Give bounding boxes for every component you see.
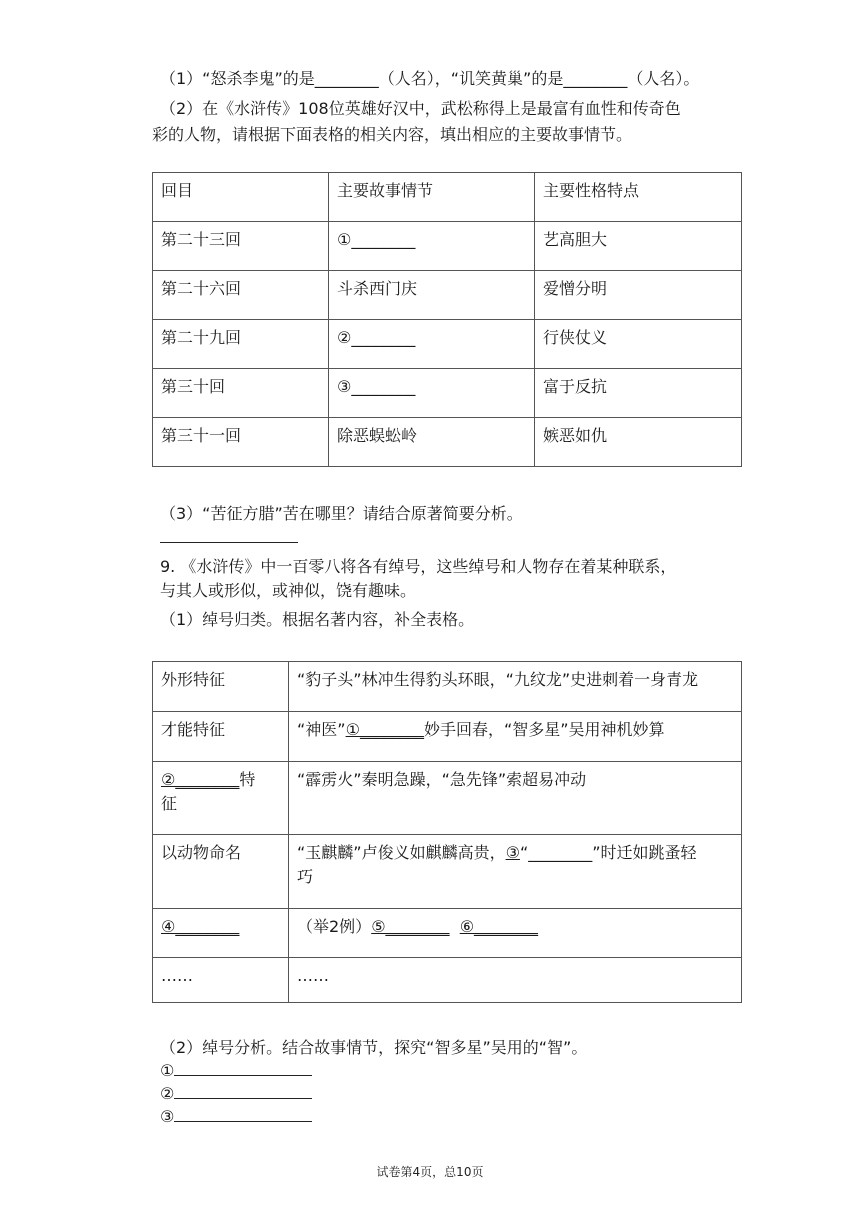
cell-examples <box>289 835 742 909</box>
cell-trait: 嫉恶如仇 <box>535 418 742 467</box>
text: （举2例） <box>297 917 372 936</box>
q9-part2: （2）绰号分析。结合故事情节，探究“智多星”吴用的“智”。 <box>160 1038 588 1057</box>
cell-trait: 爱憎分明 <box>535 271 742 320</box>
cell-trait: 艺高胆大 <box>535 222 742 271</box>
q9-line2: 与其人或形似，或神似，饶有趣味。 <box>160 581 417 600</box>
cell-examples: “豹子头”林冲生得豹头环眼，“九纹龙”史进刺着一身青龙 <box>289 662 742 712</box>
cell-plot: 斗杀西门庆 <box>329 271 535 320</box>
table-row <box>153 662 742 712</box>
cell-plot: 除恶蜈蚣岭 <box>329 418 535 467</box>
nickname-table <box>152 661 742 1003</box>
cell-category: 外形特征 <box>153 662 289 712</box>
text: “玉麒麟”卢俊义如麒麟高贵， <box>297 843 506 862</box>
table-row <box>153 835 742 909</box>
wusong-table <box>152 172 742 467</box>
cell-examples: …… <box>289 958 742 1003</box>
table-row <box>153 320 742 369</box>
text: 特 <box>239 770 256 789</box>
table-header-row <box>153 173 742 222</box>
cell-category <box>153 909 289 958</box>
table-row <box>153 762 742 835</box>
text: “神医” <box>297 720 346 739</box>
text: 巧 <box>297 867 314 886</box>
text: “________”时迁如跳蚤轻 <box>519 843 697 862</box>
header-chapter: 回目 <box>153 173 329 222</box>
blank-4[interactable]: ④________ <box>161 917 240 936</box>
answer-line-1[interactable] <box>160 1059 312 1082</box>
cell-category <box>153 762 289 835</box>
q8-part2-line1: （2）在《水浒传》108位英雄好汉中，武松称得上是最富有血性和传奇色 <box>160 99 681 118</box>
cell-chapter: 第二十三回 <box>153 222 329 271</box>
page-footer: 试卷第4页，总10页 <box>376 1165 484 1179</box>
blank-1[interactable]: ①________ <box>345 720 424 739</box>
cell-category: 才能特征 <box>153 712 289 762</box>
text: 妙手回春，“智多星”吴用神机妙算 <box>423 720 665 739</box>
answer-marker: ③ <box>160 1107 175 1126</box>
answer-line-3[interactable] <box>160 1105 312 1128</box>
cell-trait: 行侠仗义 <box>535 320 742 369</box>
cell-plot-blank[interactable]: ①________ <box>329 222 535 271</box>
text: 征 <box>161 794 178 813</box>
header-plot: 主要故事情节 <box>329 173 535 222</box>
answer-marker: ② <box>160 1084 175 1103</box>
table-row <box>153 909 742 958</box>
answer-marker: ① <box>160 1061 175 1080</box>
cell-chapter: 第三十一回 <box>153 418 329 467</box>
table-row <box>153 222 742 271</box>
q9-line1: 9. 《水浒传》中一百零八将各有绰号，这些绰号和人物存在着某种联系， <box>160 557 677 576</box>
cell-category: …… <box>153 958 289 1003</box>
cell-chapter: 第二十九回 <box>153 320 329 369</box>
blank-6[interactable]: ⑥________ <box>459 917 539 936</box>
table-row <box>153 958 742 1003</box>
cell-chapter: 第三十回 <box>153 369 329 418</box>
cell-plot-blank[interactable]: ②________ <box>329 320 535 369</box>
header-trait: 主要性格特点 <box>535 173 742 222</box>
blank-3-marker[interactable]: ③ <box>505 843 520 862</box>
cell-trait: 富于反抗 <box>535 369 742 418</box>
table-row <box>153 418 742 467</box>
q9-part1: （1）绰号归类。根据名著内容，补全表格。 <box>160 610 475 629</box>
q8-part2-line2: 彩的人物，请根据下面表格的相关内容，填出相应的主要故事情节。 <box>152 125 633 144</box>
table-row <box>153 369 742 418</box>
cell-plot-blank[interactable]: ③________ <box>329 369 535 418</box>
cell-examples <box>289 909 742 958</box>
cell-category: 以动物命名 <box>153 835 289 909</box>
q8-part1: （1）“怒杀李鬼”的是________（人名），“讥笑黄巢”的是________（人名）。 <box>160 69 700 88</box>
table-row <box>153 712 742 762</box>
table-row <box>153 271 742 320</box>
cell-examples: “霹雳火”秦明急躁，“急先锋”索超易冲动 <box>289 762 742 835</box>
answer-line-2[interactable] <box>160 1082 312 1105</box>
q8-part3-answer-line[interactable] <box>160 542 298 543</box>
blank-5[interactable]: ⑤________ <box>371 917 450 936</box>
cell-examples <box>289 712 742 762</box>
cell-chapter: 第二十六回 <box>153 271 329 320</box>
blank-2[interactable]: ②________ <box>161 770 240 789</box>
q8-part3: （3）“苦征方腊”苦在哪里？请结合原著简要分析。 <box>160 504 523 523</box>
